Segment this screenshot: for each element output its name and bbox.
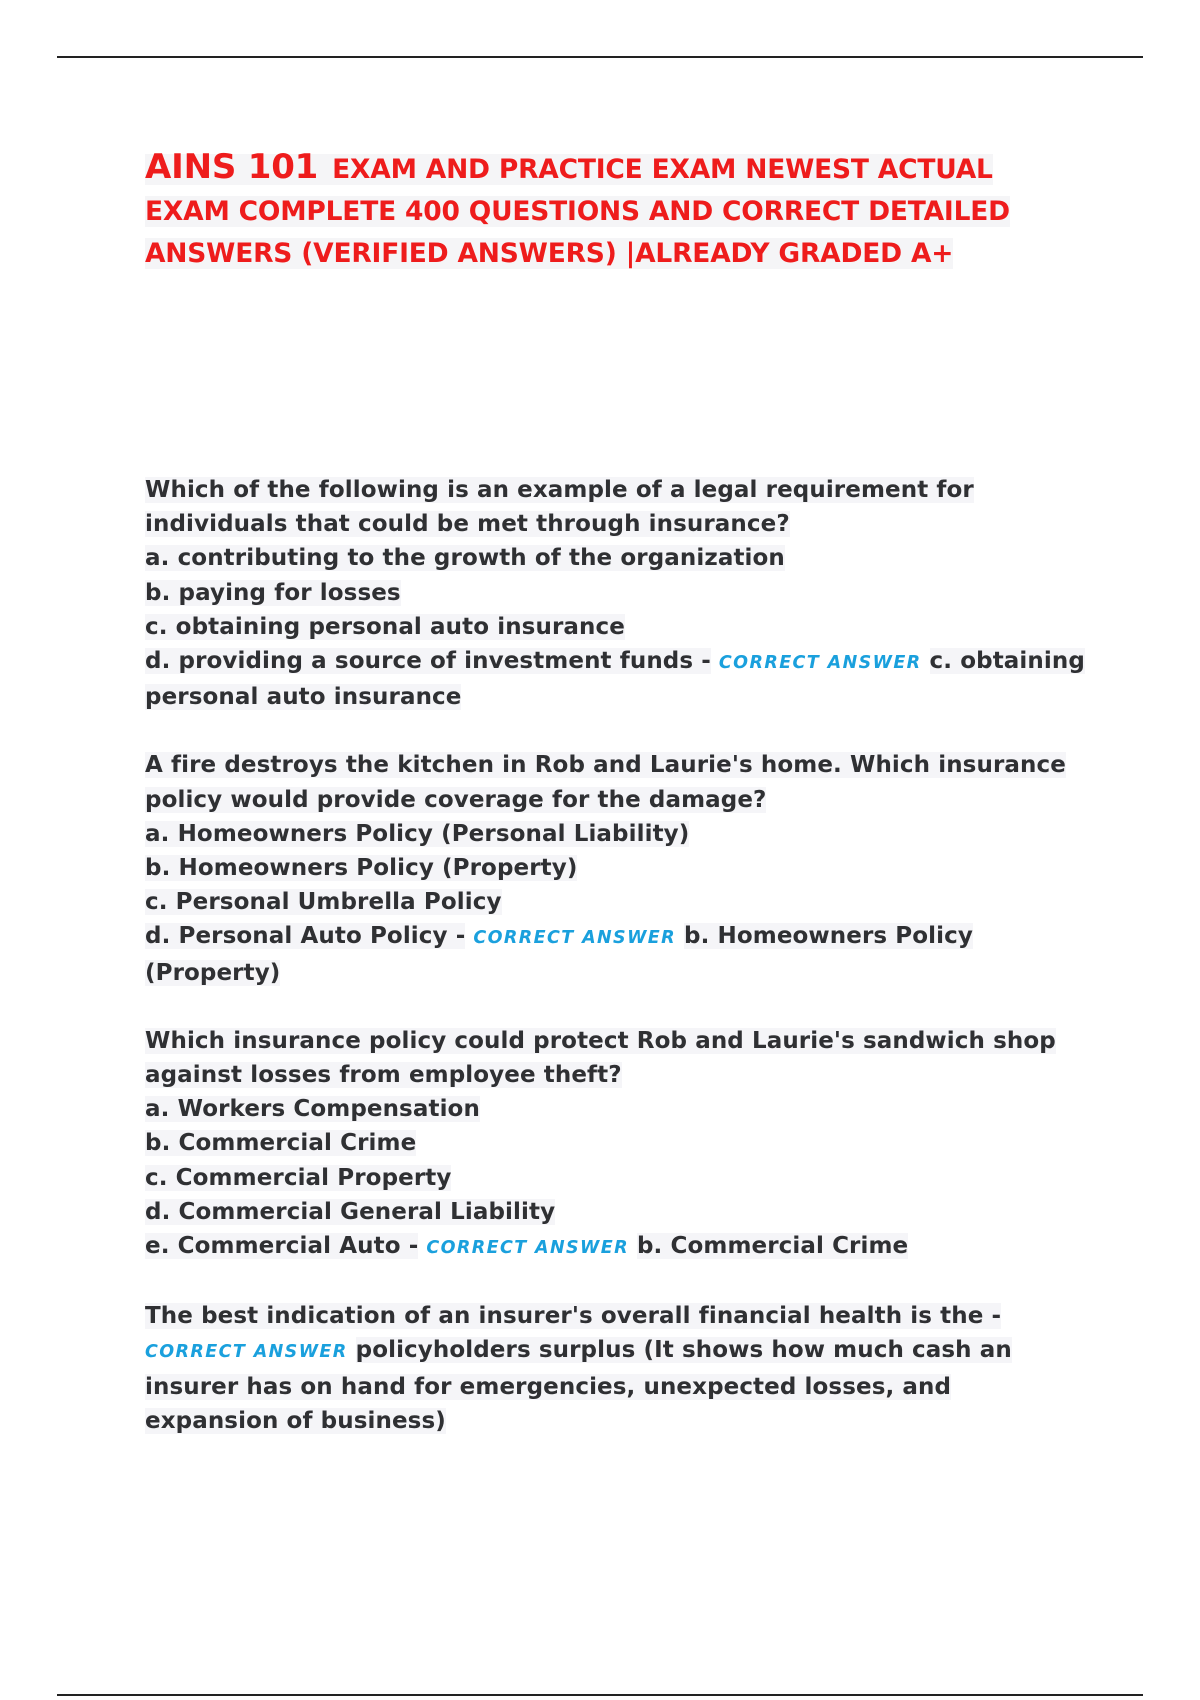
title-line-2: EXAM COMPLETE 400 QUESTIONS AND CORRECT DETAILED	[145, 196, 1010, 227]
answer-option: a. Homeowners Policy (Personal Liability)	[145, 820, 690, 847]
correct-answer-text: c. obtaining	[929, 648, 1085, 675]
question-block	[145, 748, 1095, 989]
question-block	[145, 473, 1095, 714]
answer-option: c. Personal Umbrella Policy	[145, 889, 502, 916]
correct-answer-label: CORRECT ANSWER	[473, 928, 676, 949]
answer-option: b. paying for losses	[145, 579, 401, 606]
correct-answer-text: b. Homeowners Policy	[684, 923, 973, 950]
question-stem: policy would provide coverage for the damage?	[145, 786, 767, 813]
correct-answer-text: (Property)	[145, 959, 281, 986]
answer-option: b. Homeowners Policy (Property)	[145, 855, 578, 882]
correct-answer-text: insurer has on hand for emergencies, unexpected losses, and	[145, 1373, 952, 1400]
title-line-1: EXAM AND PRACTICE EXAM NEWEST ACTUAL	[332, 154, 993, 185]
question-stem: A fire destroys the kitchen in Rob and Laurie's home. Which insurance	[145, 752, 1066, 779]
question-block	[145, 1299, 1095, 1438]
question-stem: against losses from employee theft?	[145, 1062, 622, 1089]
answer-option: e. Commercial Auto -	[145, 1233, 419, 1260]
correct-answer-text: b. Commercial Crime	[636, 1233, 909, 1260]
questions-list	[145, 473, 1095, 1472]
bottom-rule	[57, 1694, 1143, 1696]
document-title	[145, 146, 1095, 275]
correct-answer-text: personal auto insurance	[145, 684, 462, 711]
correct-answer-text: policyholders surplus (It shows how much cash an	[355, 1337, 1012, 1364]
question-stem: individuals that could be met through insurance?	[145, 511, 790, 538]
answer-option: d. Personal Auto Policy -	[145, 923, 466, 950]
correct-answer-label: CORRECT ANSWER	[718, 653, 922, 674]
top-rule	[57, 56, 1143, 58]
question-stem: Which of the following is an example of a legal requirement for	[145, 477, 974, 503]
answer-option: a. Workers Compensation	[145, 1096, 480, 1123]
answer-option: c. Commercial Property	[145, 1164, 452, 1191]
answer-option: c. obtaining personal auto insurance	[145, 613, 625, 640]
question-stem: The best indication of an insurer's overall financial health is the -	[145, 1303, 1002, 1330]
correct-answer-label: CORRECT ANSWER	[145, 1342, 348, 1363]
question-stem: Which insurance policy could protect Rob and Laurie's sandwich shop	[145, 1027, 1056, 1054]
answer-option: d. Commercial General Liability	[145, 1198, 556, 1225]
correct-answer-text: expansion of business)	[145, 1407, 446, 1434]
question-block	[145, 1024, 1095, 1265]
title-line-3: ANSWERS (VERIFIED ANSWERS) |ALREADY GRADED A+	[145, 238, 954, 269]
correct-answer-label: CORRECT ANSWER	[426, 1238, 629, 1259]
title-course-code: AINS 101	[145, 147, 319, 187]
answer-option: b. Commercial Crime	[145, 1130, 417, 1157]
answer-option: d. providing a source of investment funds -	[145, 648, 711, 675]
answer-option: a. contributing to the growth of the organization	[145, 545, 785, 572]
